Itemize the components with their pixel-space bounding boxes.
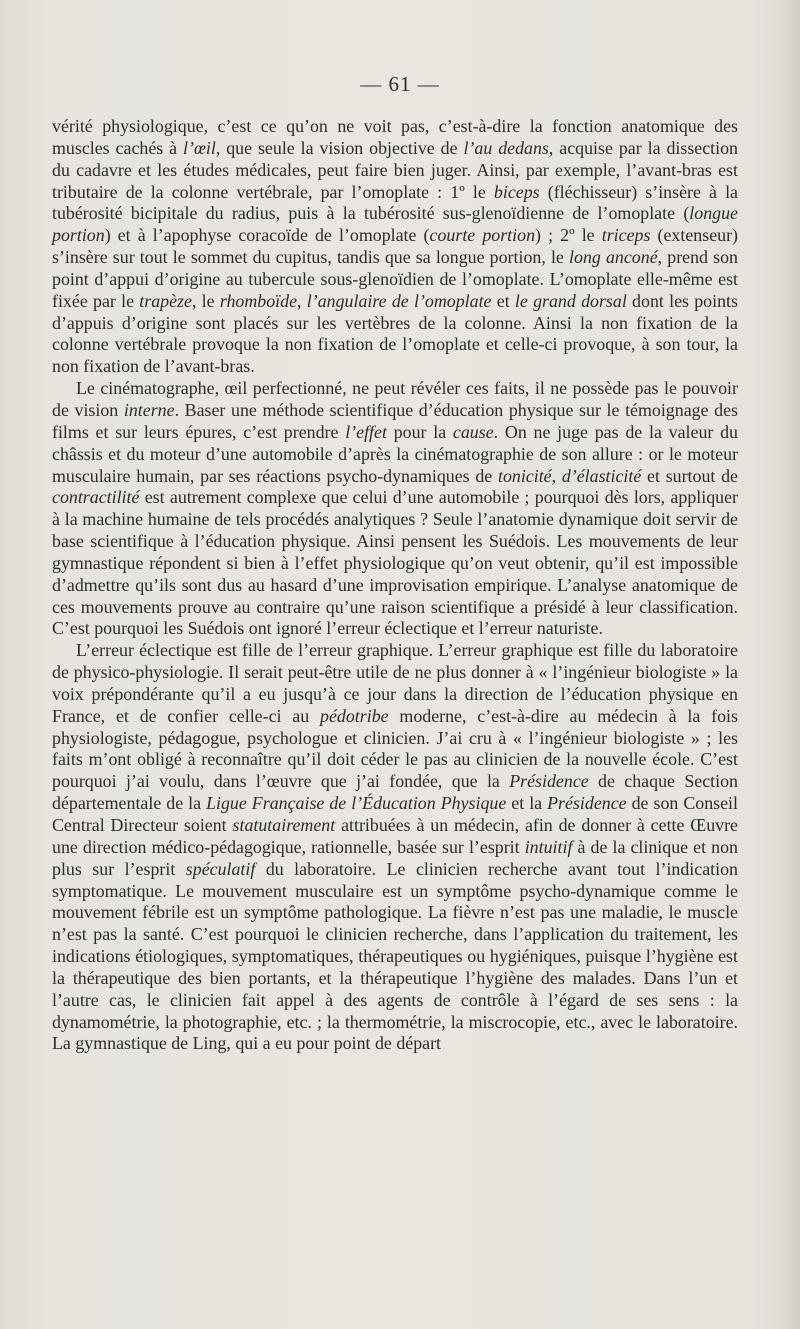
paragraph (52, 378, 738, 640)
italic-term: cause (452, 421, 494, 442)
text-run: (extenseur) s’insère sur tout le sommet du cupitus, tandis que sa longue portion, le (52, 225, 738, 268)
italic-term: tonicité (497, 465, 552, 486)
paragraph (52, 116, 738, 378)
italic-term: d’élasticité (561, 465, 642, 486)
italic-term: l’angulaire de l’omoplate (306, 290, 492, 311)
text-run: de son Conseil Central Directeur soient (52, 793, 738, 835)
italic-term: Présidence (547, 793, 627, 814)
italic-term: biceps (493, 181, 540, 202)
text-run: . On ne juge pas de la valeur du châssis et du moteur d’une automobile d’après la cinématographie de son allure : or le moteur musculaire humain, par ses réactions psycho-dynamiques de (52, 421, 738, 486)
text-run: , prend son point d’appui d’origine au tubercule sous-glenoïdien de l’omoplate. L’omoplate elle-même est fixée par le (52, 247, 739, 311)
text-run: attribuées à un médecin, afin de donner à cette Œuvre une direction médico-pédagogique, rationnelle, basée sur l’esprit (52, 815, 738, 857)
text-run: et surtout de (641, 465, 738, 486)
text-run: , (297, 290, 307, 311)
text-run: ) et à l’apophyse coracoïde de l’omoplate ( (104, 225, 430, 246)
text-run: pour la (386, 421, 453, 442)
text-run: , acquise par la dissection du cadavre et les études médicales, peut faire bien juger. Ainsi, par exemple, l’avant-bras est tributaire de la colonne vertébrale, par l’omoplate : 1º le (52, 137, 739, 202)
text-run: est autrement complexe que celui d’une automobile ; pourquoi dès lors, appliquer à la machine humaine de tels procédés analytiques ? Seule l’anatomie dynamique doit servir de base scientifique à l’éducation physique. Ainsi pensent les Suédois. Les mouvements de leur gymnastique répondent si bien à l’effet physiologique qu’on veut obtenir, qu’il est impossible d’admettre qu’ils sont dus au hasard d’une improvisation empirique. L’analyse anatomique de ces mouvements prouve au contraire qu’une raison scientifique a présidé à leur classification. C’est pourquoi les Suédois ont ignoré l’erreur éclectique et l’erreur naturiste. (52, 487, 738, 639)
italic-term: intuitif (524, 836, 573, 857)
italic-term: pédotribe (320, 705, 389, 726)
italic-term: trapèze (139, 290, 192, 311)
italic-term: contractilité (52, 487, 140, 508)
italic-term: longue portion (52, 203, 738, 246)
italic-term: le grand dorsal (514, 290, 627, 311)
text-run: moderne, c’est-à-dire au médecin à la fois physiologiste, pédagogue, psychologue et clinicien. J’ai cru à « l’ingénieur biologiste » ; les faits m’ont obligé à reconnaître qu’il doit céder le pas au clinicien de la nouvelle école. C’est pourquoi j’ai voulu, dans l’œuvre que j’ai fondée, que la (52, 705, 738, 792)
italic-term: Présidence (509, 771, 589, 792)
text-run: du laboratoire. Le clinicien recherche avant tout l’indication symptomatique. Le mouvement musculaire est un symptôme psycho-dynamique comme le mouvement fébrile est un symptôme pathologique. La fièvre n’est pas une maladie, le muscle n’est pas la santé. C’est pourquoi le clinicien recherche, dans l’application du traitement, les indications étiologiques, symptomatiques, thérapeutiques ou hygiéniques, puisque l’hygiène est la thérapeutique des bien portants, et la thérapeutique l’hygiène des malades. Dans l’un et l’autre cas, le clinicien fait appel à des agents de contrôle à l’égard de ses sens : la dynamométrie, la photographie, etc. ; la thermométrie, la miscrocopie, etc., avec le laboratoire. La gymnastique de Ling, qui a eu pour point de départ (52, 858, 738, 1054)
text-run: Le cinématographe, œil perfectionné, ne peut révéler ces faits, il ne possède pas le pouvoir de vision (52, 378, 738, 420)
italic-term: l’effet (345, 421, 387, 442)
text-run: dont les points d’appuis d’origine sont placés sur les vertèbres de la colonne. Ainsi la non fixation de la colonne vertébrale provoque la non fixation de l’omoplate et celle-ci provoque, à son tour, la non fixation de l’avant-bras. (52, 290, 738, 377)
italic-term: statutairement (232, 815, 336, 835)
italic-term: courte portion (429, 225, 536, 246)
text-run: L’erreur éclectique est fille de l’erreur graphique. L’erreur graphique est fille du laboratoire de physico-physiologie. Il serait peut-être utile de ne plus donner à « l’ingénieur biologiste » la voix prépondérante qu’il a eu jusqu’à ce jour dans la direction de l’éducation physique en France, et de confier celle-ci au (52, 640, 738, 726)
italic-term: spéculatif (185, 858, 256, 879)
text-run: , que seule la vision objective de (215, 137, 464, 158)
italic-term: l’au dedans (463, 137, 549, 158)
italic-term: interne (123, 399, 175, 420)
text-run: ) ; 2º le (535, 225, 602, 246)
text-run: , (551, 465, 562, 486)
italic-term: triceps (601, 225, 651, 246)
paragraph (52, 640, 738, 1055)
italic-term: l’œil (183, 137, 216, 158)
italic-term: rhomboïde (219, 290, 298, 311)
italic-term: long anconé (569, 247, 658, 268)
text-run: . Baser une méthode scientifique d’éducation physique sur le témoignage des films et sur leurs épures, c’est prendre (52, 399, 738, 442)
text-run: vérité physiologique, c’est ce qu’on ne voit pas, c’est-à-dire la fonction anatomique des muscles cachés à (52, 116, 738, 158)
text-run: de chaque Section départementale de la (52, 771, 738, 814)
page-edge-shadow (786, 0, 800, 1329)
body-text (52, 116, 738, 1055)
text-run: (fléchisseur) s’insère à la tubérosité bicipitale du radius, puis à la tubérosité sus-glenoïdienne de l’omoplate ( (52, 181, 738, 224)
text-run: à de la clinique et non plus sur l’esprit (52, 836, 738, 879)
italic-term: Ligue Française de l’Éducation Physique (206, 793, 507, 814)
text-run: , le (191, 290, 220, 311)
text-run: et (491, 290, 515, 311)
text-run: et la (506, 793, 548, 814)
page-number: — 61 — (360, 72, 440, 96)
